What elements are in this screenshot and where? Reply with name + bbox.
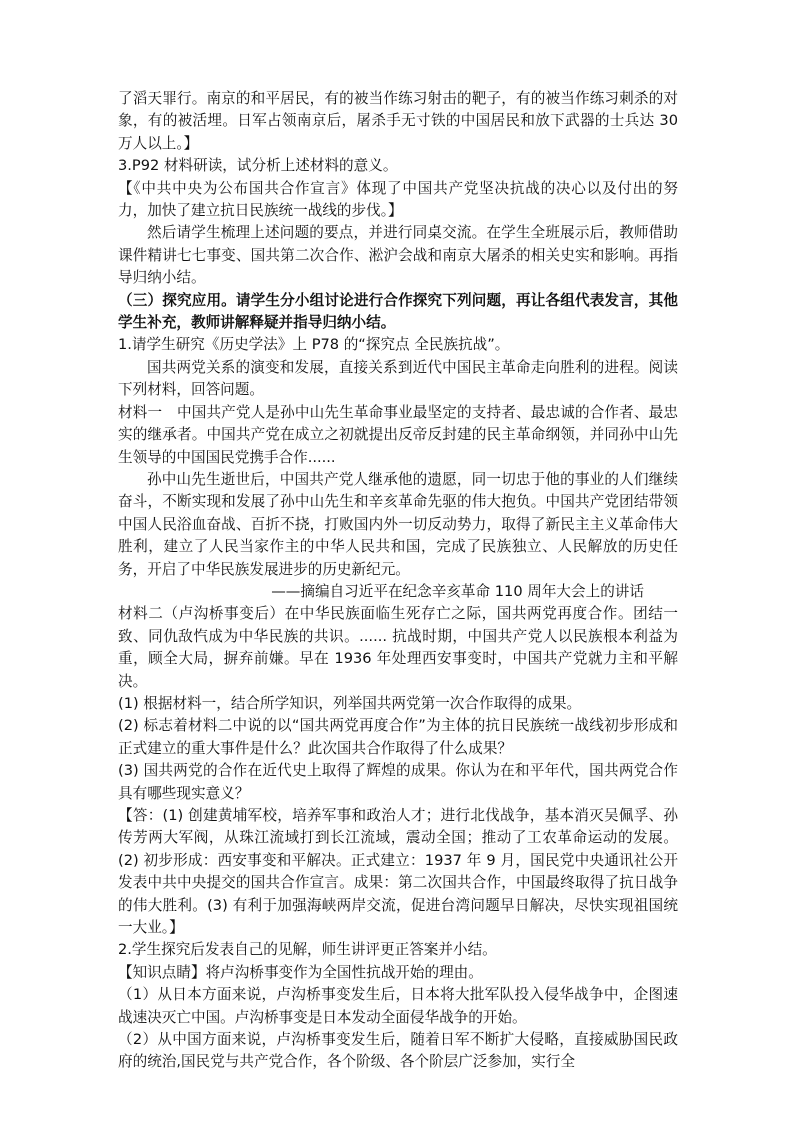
paragraph-nanjing-massacre: 了滔天罪行。南京的和平居民，有的被当作练习射击的靶子，有的被当作练习刺杀的对象，有的被活埋。日军占领南京后，屠杀手无寸铁的中国居民和放下武器的士兵达 30 万人以上。】: [118, 90, 678, 152]
knowledge-point-2: （2）从中国方面来说，卢沟桥事变发生后，随着日军不断扩大侵略，直接威胁国民政府的统治,国民党与共产党合作，各个阶级、各个阶层广泛参加，实行全: [118, 1031, 678, 1071]
paragraph-intro: 国共两党关系的演变和发展，直接关系到近代中国民主革命走向胜利的进程。阅读下列材料，回答问题。: [118, 358, 678, 399]
material-2: 材料二（卢沟桥事变后）在中华民族面临生死存亡之际，国共两党再度合作。团结一致、同仇敌忾成为中华民族的共识。...... 抗战时期，中国共产党人以民族根本利益为重，顾全大局，摒弃前嫌。早在 1936 年处理西安事变时，中国共产党就力主和平解决。: [118, 605, 678, 690]
answer-block: 【答：(1) 创建黄埔军校，培养军事和政治人才；进行北伐战争，基本消灭吴佩孚、孙传芳两大军阀，从珠江流域打到长江流域，震动全国；推动了工农革命运动的发展。(2) 初步形成：西安事变和平解决。正式建立：1937 年 9 月，国民党中央通讯社公开发表中共中央提交的国共合作宣言。成果：第二次国共合作，中国最终取得了抗日战争的伟大胜利。(3) 有利于加强海峡两岸交流，促进台湾问题早日解决，尽快实现祖国统一大业。】: [118, 807, 678, 937]
task-1: 1.请学生研究《历史学法》上 P78 的“探究点 全民族抗战”。: [118, 336, 510, 354]
material-1-source: ——摘编自习近平在纪念辛亥革命 110 周年大会上的讲话: [271, 582, 644, 600]
document-page: [118, 88, 678, 1074]
knowledge-point-heading: 【知识点睛】将卢沟桥事变作为全国性抗战开始的理由。: [118, 963, 483, 981]
paragraph-teacher-summary: 然后请学生梳理上述问题的要点，并进行同桌交流。在学生全班展示后，教师借助课件精讲七七事变、国共第二次合作、淞沪会战和南京大屠杀的相关史实和影响。再指导归纳小结。: [118, 224, 678, 287]
material-1-continued: 孙中山先生逝世后，中国共产党人继承他的遗愿，同一切忠于他的事业的人们继续奋斗，不断实现和发展了孙中山先生和辛亥革命先驱的伟大抱负。中国共产党团结带领中国人民浴血奋战、百折不挠，打败国内外一切反动势力，取得了新民主主义革命伟大胜利，建立了人民当家作主的中华人民共和国，完成了民族独立、人民解放的历史任务，开启了中华民族发展进步的历史新纪元。: [118, 470, 678, 578]
knowledge-point-1: （1）从日本方面来说，卢沟桥事变发生后，日本将大批军队投入侵华战争中，企图速战速决灭亡中国。卢沟桥事变是日本发动全面侵华战争的开始。: [118, 986, 678, 1026]
sub-question-3: (3) 国共两党的合作在近代史上取得了辉煌的成果。你认为在和平年代，国共两党合作具有哪些现实意义？: [118, 762, 678, 802]
question-3: 3.P92 材料研读，试分析上述材料的意义。: [118, 157, 398, 175]
sub-question-1: (1) 根据材料一，结合所学知识，列举国共两党第一次合作取得的成果。: [118, 694, 582, 712]
material-1: 材料一 中国共产党人是孙中山先生革命事业最坚定的支持者、最忠诚的合作者、最忠实的继承者。中国共产党在成立之初就提出反帝反封建的民主革命纲领，并同孙中山先生领导的中国国民党携手合作......: [118, 403, 678, 466]
task-2: 2.学生探究后发表自己的见解，师生讲评更正答案并小结。: [118, 941, 497, 959]
sub-question-2: (2) 标志着材料二中说的以“国共两党再度合作”为主体的抗日民族统一战线初步形成和正式建立的重大事件是什么？此次国共合作取得了什么成果？: [118, 717, 678, 757]
section-heading-explore: （三）探究应用。请学生分小组讨论进行合作探究下列问题，再让各组代表发言，其他学生补充，教师讲解释疑并指导归纳小结。: [118, 291, 678, 332]
answer-3: 【《中共中央为公布国共合作宣言》体现了中国共产党坚决抗战的决心以及付出的努力，加快了建立抗日民族统一战线的步伐。】: [118, 179, 678, 220]
